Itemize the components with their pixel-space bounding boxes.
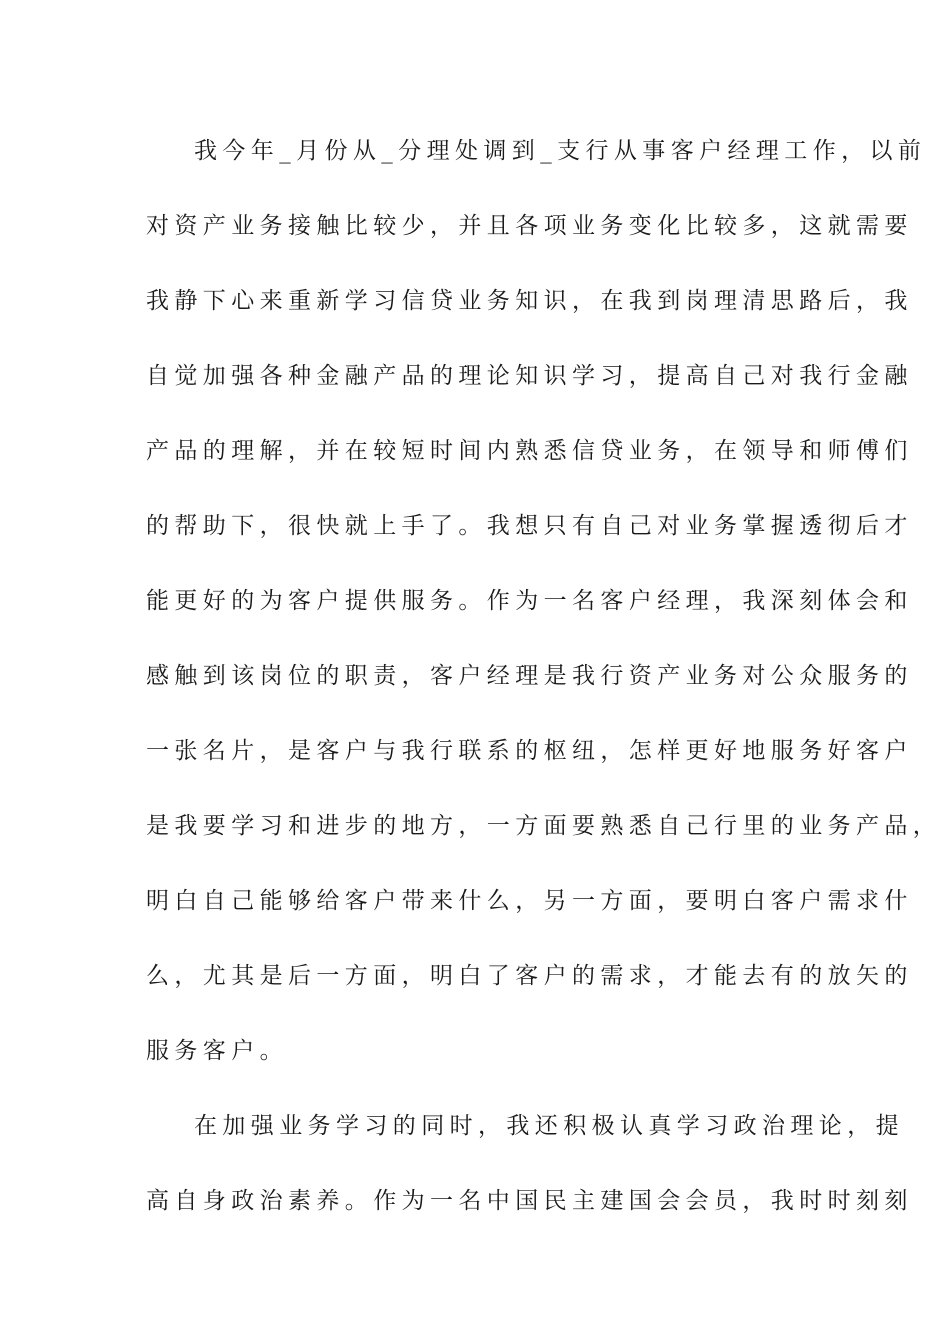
text-line: 产品的理解，并在较短时间内熟悉信贷业务，在领导和师傅们 xyxy=(146,438,913,464)
text-line: 高自身政治素养。作为一名中国民主建国会会员，我时时刻刻 xyxy=(146,1188,913,1214)
paragraph-2 xyxy=(146,1089,913,1239)
text-line: 自觉加强各种金融产品的理论知识学习，提高自己对我行金融 xyxy=(146,363,913,389)
text-line: 么，尤其是后一方面，明白了客户的需求，才能去有的放矢的 xyxy=(146,963,913,989)
text-line: 我今年_月份从_分理处调到_支行从事客户经理工作，以前 xyxy=(194,138,927,164)
text-line: 感触到该岗位的职责，客户经理是我行资产业务对公众服务的 xyxy=(146,663,913,689)
text-line: 服务客户。 xyxy=(146,1038,288,1064)
text-line: 对资产业务接触比较少，并且各项业务变化比较多，这就需要 xyxy=(146,213,913,239)
text-line: 的帮助下，很快就上手了。我想只有自己对业务掌握透彻后才 xyxy=(146,513,913,539)
text-line: 是我要学习和进步的地方，一方面要熟悉自己行里的业务产品， xyxy=(146,813,942,839)
document-body xyxy=(146,114,942,1239)
text-line: 明白自己能够给客户带来什么，另一方面，要明白客户需求什 xyxy=(146,888,913,914)
text-line: 一张名片，是客户与我行联系的枢纽，怎样更好地服务好客户 xyxy=(146,738,913,764)
text-line: 能更好的为客户提供服务。作为一名客户经理，我深刻体会和 xyxy=(146,588,913,614)
text-line: 我静下心来重新学习信贷业务知识，在我到岗理清思路后，我 xyxy=(146,288,913,314)
text-line: 在加强业务学习的同时，我还积极认真学习政治理论，提 xyxy=(194,1113,904,1139)
paragraph-1 xyxy=(146,114,942,1089)
